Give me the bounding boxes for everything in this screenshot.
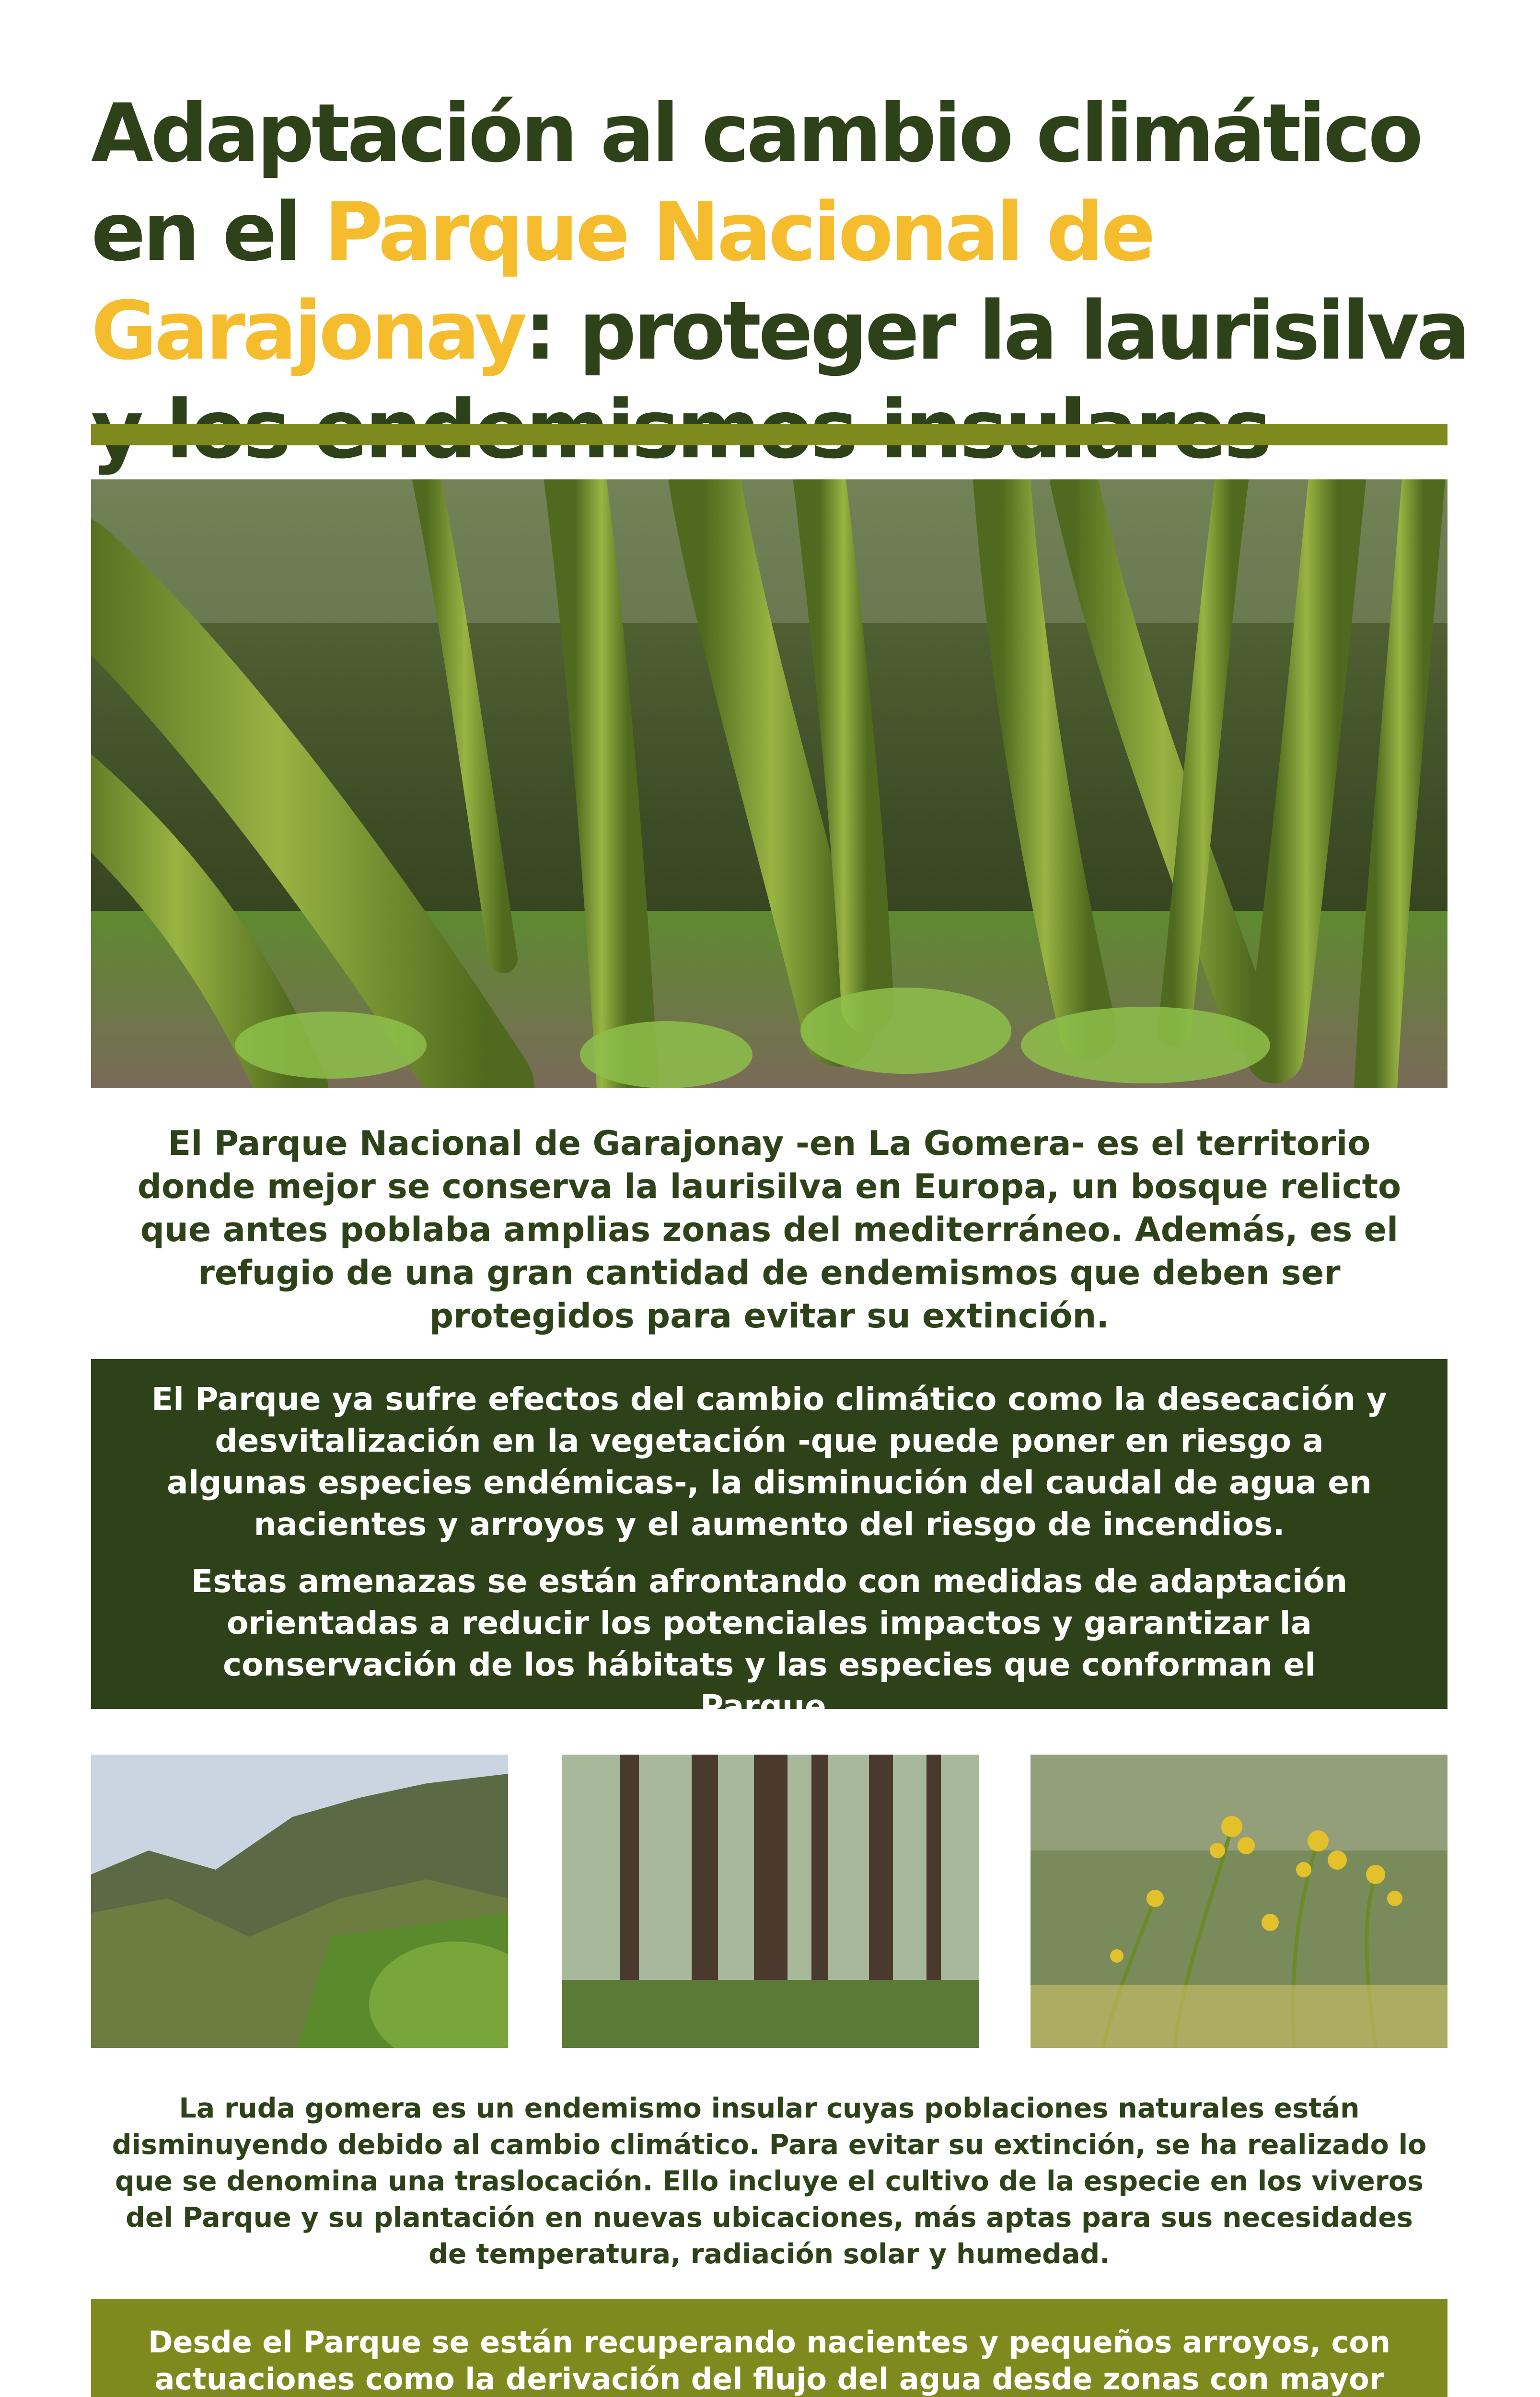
water-measures-box bbox=[91, 2299, 1447, 2397]
climate-effects-box bbox=[91, 1359, 1447, 1725]
title-part2: : proteger la laurisilva bbox=[524, 284, 1468, 378]
title-highlight: Parque Nacional de Garajonay bbox=[91, 185, 1153, 378]
title-divider bbox=[91, 424, 1447, 445]
forest-trunks-photo bbox=[562, 1755, 979, 2048]
ruda-gomera-flowers-photo bbox=[1031, 1755, 1447, 2048]
water-recovery-text: Desde el Parque se están recuperando nacientes y pequeños arroyos, con actuaciones como la derivación del flujo del agua desde zonas con mayor bbox=[148, 2325, 1391, 2397]
adaptation-measures-text: Estas amenazas se están afrontando con medidas de adaptación orientadas a reducir los potenciales impactos y garantizar la conservación de los hábitats y las especies que conforman el Parque. bbox=[191, 1563, 1347, 1725]
intro-paragraph: El Parque Nacional de Garajonay -en La Gomera- es el territorio donde mejor se conserva la laurisilva en Europa, un bosque relicto que antes poblaba amplias zonas del mediterráneo. Además, es el refugio de una gran cantidad de endemismos que deben ser protegidos para evitar su extinción. bbox=[137, 1124, 1401, 1336]
mountain-photo bbox=[91, 1755, 508, 2048]
hero-forest-photo bbox=[91, 479, 1447, 1088]
ruda-gomera-paragraph: La ruda gomera es un endemismo insular cuyas poblaciones naturales están disminuyendo debido al cambio climático. Para evitar su extinción, se ha realizado lo que se denomina una traslocación. Ello incluye el cultivo de la especie en los viveros del Parque y su plantación en nuevas ubicaciones, más aptas para sus necesidades de temperatura, radiación solar y humedad. bbox=[112, 2093, 1427, 2270]
climate-effects-text: El Parque ya sufre efectos del cambio climático como la desecación y desvitalización en la vegetación -que puede poner en riesgo a algunas especies endémicas-, la disminución del caudal de agua en nacientes y arroyos y el aumento del riesgo de incendios. bbox=[151, 1381, 1387, 1543]
title-part1: Adaptación al cambio climático en el bbox=[91, 86, 1421, 279]
page-title bbox=[91, 84, 1481, 479]
